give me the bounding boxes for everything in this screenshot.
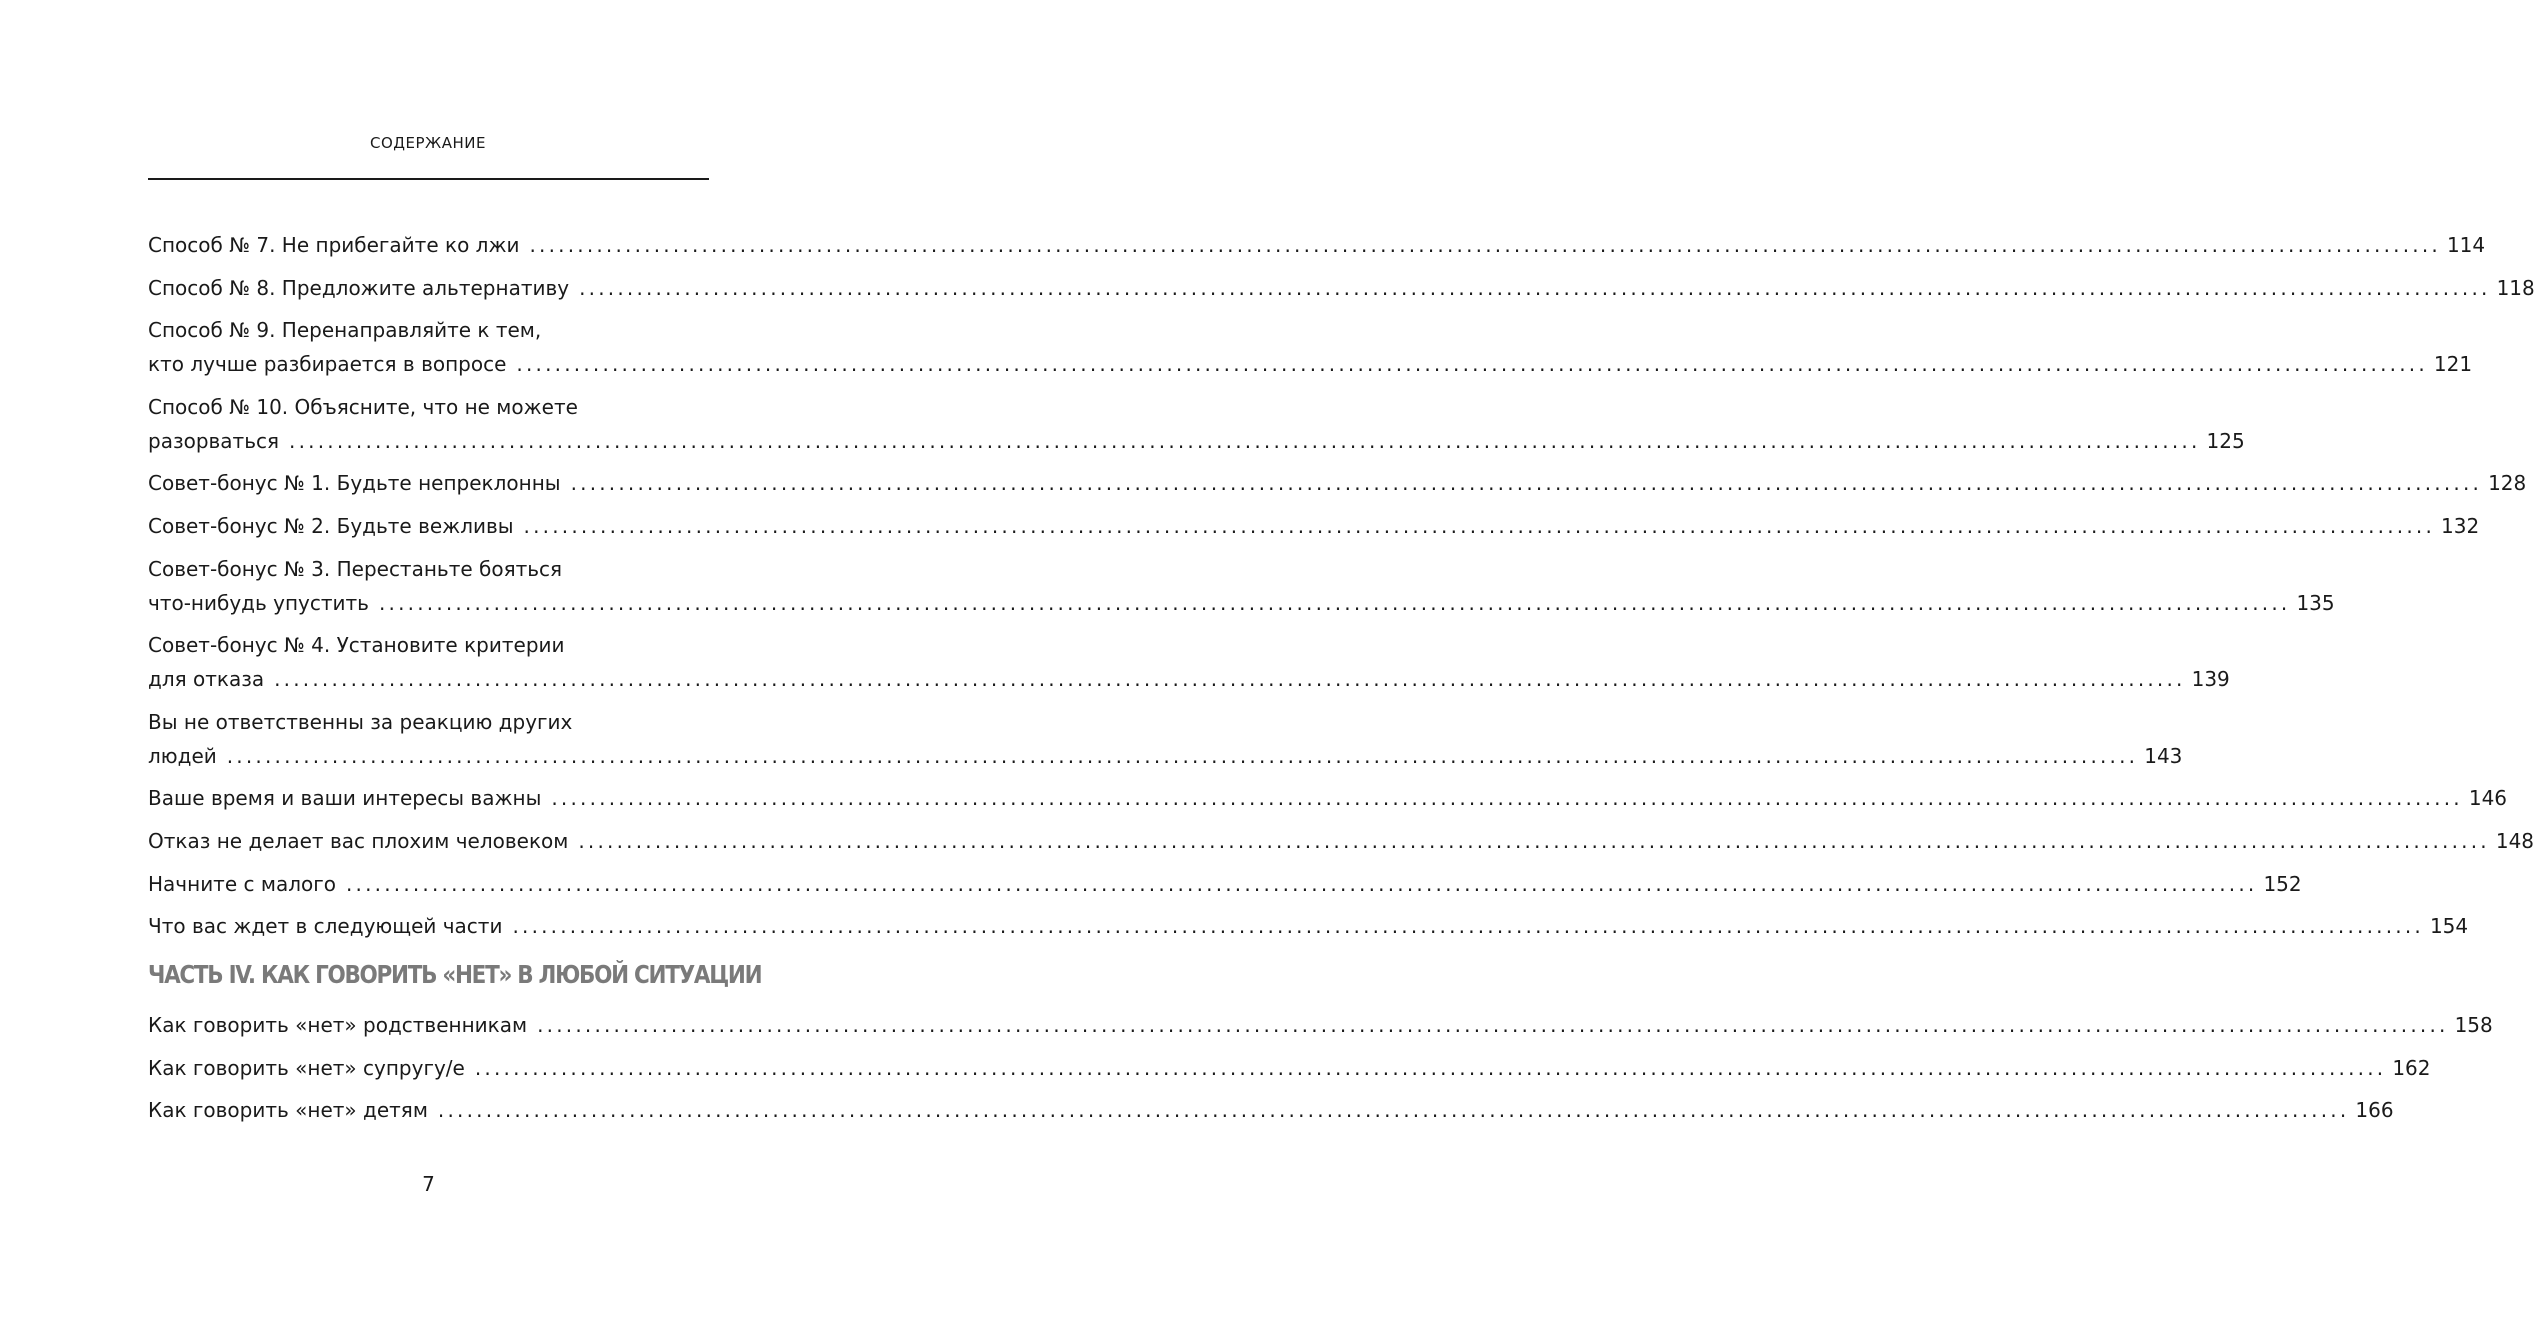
- dot-leader: ........................................................................................................................................................................................................: [529, 233, 2441, 257]
- dot-leader: ........................................................................................................................................................................................................: [579, 275, 2491, 300]
- toc-entry-title: Как говорить «нет» родственникам: [148, 1013, 528, 1037]
- toc-entry[interactable]: [148, 628, 2230, 696]
- toc-entry[interactable]: [148, 824, 2535, 858]
- toc-entry[interactable]: [148, 867, 2302, 901]
- toc-entry-title: Ваше время и ваши интересы важны: [148, 786, 542, 811]
- toc-entry[interactable]: [148, 390, 2245, 458]
- dot-leader: ........................................................................................................................................................................................................: [516, 352, 2428, 377]
- toc-page-number: 154: [2429, 914, 2469, 939]
- toc-page-number: 152: [2263, 871, 2302, 896]
- toc-page-number: 114: [2446, 233, 2486, 257]
- toc-entry-title: разорваться: [148, 428, 280, 453]
- toc-entry[interactable]: [148, 313, 2473, 381]
- toc-entry-title: Способ № 10. Объясните, что не можете: [148, 394, 578, 419]
- dot-leader: ........................................................................................................................................................................................................: [551, 786, 2463, 811]
- toc-page-number: 118: [2496, 275, 2535, 300]
- dot-leader: ........................................................................................................................................................................................................: [437, 1098, 2350, 1123]
- dot-leader: ........................................................................................................................................................................................................: [378, 590, 2291, 615]
- toc-entry-title: Что вас ждет в следующей части: [148, 914, 503, 939]
- toc-entry-title: Как говорить «нет» детям: [148, 1098, 428, 1123]
- toc-page-number: 128: [2488, 471, 2527, 496]
- toc-entry-title: Способ № 7. Не прибегайте ко лжи: [148, 233, 520, 257]
- dot-leader: ........................................................................................................................................................................................................: [226, 743, 2139, 768]
- toc-entry[interactable]: [148, 552, 2335, 620]
- toc-page-number: 132: [2441, 514, 2480, 538]
- page-number: 7: [422, 1172, 435, 1196]
- toc-entry[interactable]: [148, 466, 2527, 500]
- part-heading: ЧАСТЬ IV. КАК ГОВОРИТЬ «НЕТ» В ЛЮБОЙ СИТУАЦИИ: [148, 960, 762, 989]
- toc-entry-title: кто лучше разбирается в вопросе: [148, 352, 507, 377]
- dot-leader: ........................................................................................................................................................................................................: [345, 871, 2258, 896]
- toc-entry-title: Вы не ответственны за реакцию других: [148, 709, 573, 734]
- toc-entry-title: Начните с малого: [148, 871, 336, 896]
- toc-page-number: 158: [2454, 1013, 2493, 1037]
- toc-entry-title: Совет-бонус № 1. Будьте непреклонны: [148, 471, 561, 496]
- toc-page-number: 139: [2191, 667, 2230, 692]
- dot-leader: ........................................................................................................................................................................................................: [474, 1055, 2387, 1080]
- toc-entry-title: Совет-бонус № 2. Будьте вежливы: [148, 514, 514, 538]
- dot-leader: ........................................................................................................................................................................................................: [274, 667, 2186, 692]
- toc-page-number: 143: [2144, 743, 2183, 768]
- toc-entry[interactable]: [148, 909, 2469, 943]
- running-head: СОДЕРЖАНИЕ: [370, 134, 486, 152]
- toc-entry[interactable]: [148, 228, 2486, 262]
- dot-leader: ........................................................................................................................................................................................................: [512, 914, 2424, 939]
- toc-entry-title: Отказ не делает вас плохим человеком: [148, 829, 569, 853]
- toc-entry-title: Способ № 8. Предложите альтернативу: [148, 275, 570, 300]
- toc-entry-title: Способ № 9. Перенаправляйте к тем,: [148, 318, 542, 343]
- toc-entry[interactable]: [148, 1051, 2431, 1085]
- toc-entry-title: Как говорить «нет» супругу/е: [148, 1055, 465, 1080]
- toc-entry[interactable]: [148, 509, 2480, 543]
- toc-entry[interactable]: [148, 705, 2183, 773]
- dot-leader: ........................................................................................................................................................................................................: [570, 471, 2483, 496]
- toc-entry[interactable]: [148, 1008, 2493, 1042]
- toc-entry-title: что-нибудь упустить: [148, 590, 369, 615]
- toc-entry[interactable]: [148, 781, 2508, 815]
- toc-page-number: 121: [2433, 352, 2473, 377]
- toc-entry-title: для отказа: [148, 667, 265, 692]
- toc-entry-title: Совет-бонус № 4. Установите критерии: [148, 633, 565, 658]
- dot-leader: ........................................................................................................................................................................................................: [289, 428, 2201, 453]
- dot-leader: ........................................................................................................................................................................................................: [537, 1013, 2449, 1037]
- header-rule: [148, 178, 709, 180]
- toc-entry[interactable]: [148, 1093, 2394, 1127]
- toc-page-number: 146: [2468, 786, 2508, 811]
- toc-page-number: 135: [2296, 590, 2335, 615]
- toc-entry-title: людей: [148, 743, 217, 768]
- toc-entry[interactable]: [148, 271, 2535, 305]
- toc-page-number: 162: [2392, 1055, 2431, 1080]
- toc-page-number: 148: [2495, 829, 2535, 853]
- dot-leader: ........................................................................................................................................................................................................: [578, 829, 2490, 853]
- toc-page-number: 125: [2206, 428, 2245, 453]
- toc-page-number: 166: [2355, 1098, 2394, 1123]
- dot-leader: ........................................................................................................................................................................................................: [523, 514, 2436, 538]
- toc-entry-title: Совет-бонус № 3. Перестаньте бояться: [148, 556, 563, 581]
